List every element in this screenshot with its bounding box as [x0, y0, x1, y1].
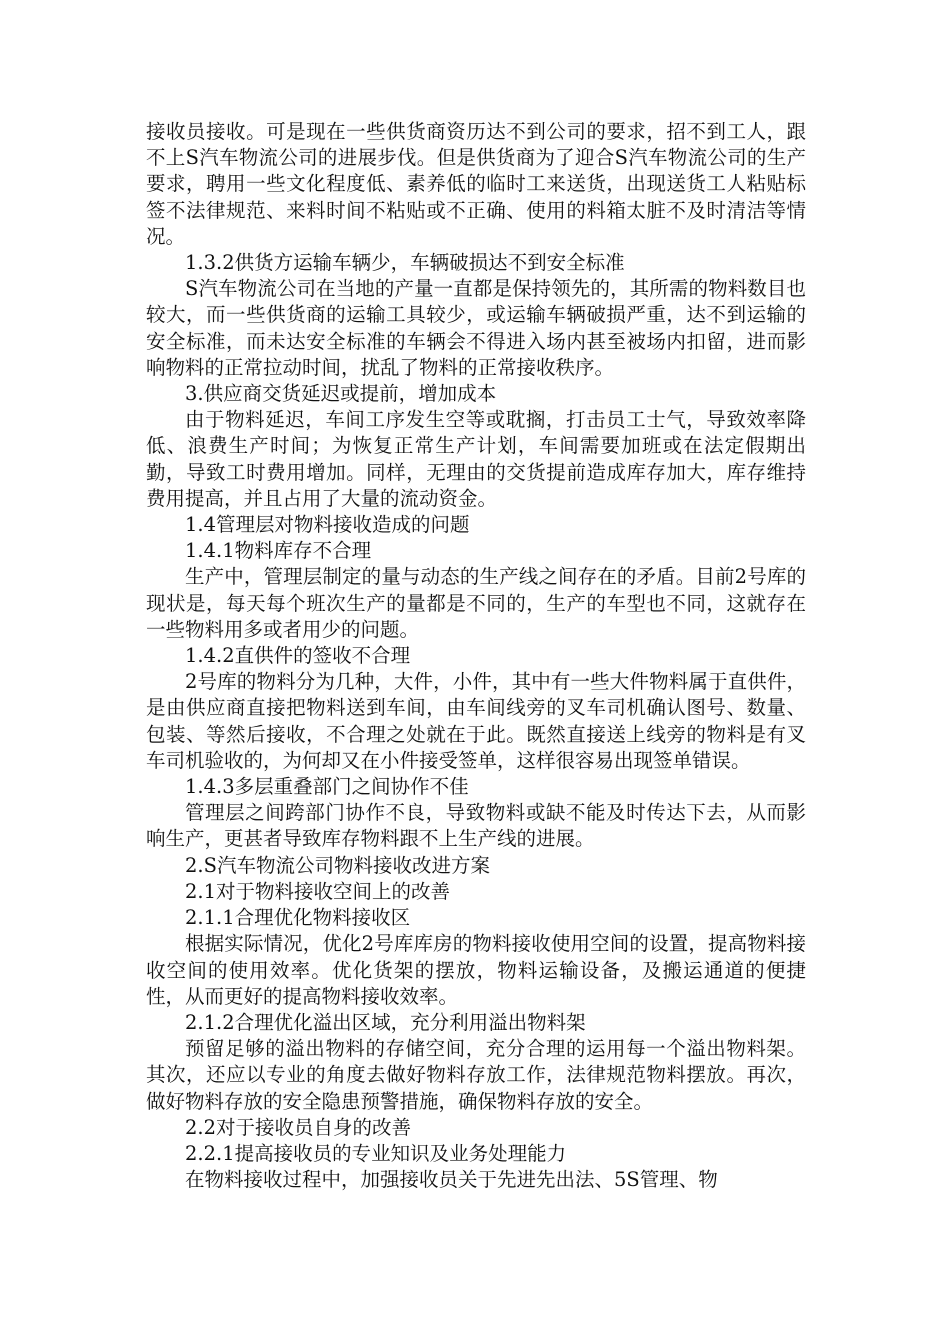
section-heading-2-1: 2.1对于物料接收空间上的改善 [185, 879, 451, 903]
section-heading-1-3-2: 1.3.2供货方运输车辆少，车辆破损达不到安全标准 [185, 251, 625, 275]
section-heading-1-4-3: 1.4.3多层重叠部门之间协作不佳 [185, 775, 469, 799]
section-heading-1-4-1: 1.4.1物料库存不合理 [185, 539, 372, 563]
paragraph-intro: 接收员接收。可是现在一些供货商资历达不到公司的要求，招不到工人，跟不上S汽车物流公司的进展步伐。但是供货商为了迎合S汽车物流公司的生产要求，聘用一些文化程度低、素养低的临时工来送货，出现送货工人粘贴标签不法律规范、来料时间不粘贴或不正确、使用的料箱太脏不及时清洁等情况。 [146, 120, 806, 248]
paragraph: 根据实际情况，优化2号库库房的物料接收使用空间的设置，提高物料接收空间的使用效率。优化货架的摆放，物料运输设备，及搬运通道的便捷性，从而更好的提高物料接收效率。 [146, 932, 806, 1008]
paragraph: S汽车物流公司在当地的产量一直都是保持领先的，其所需的物料数目也较大，而一些供货商的运输工具较少，或运输车辆破损严重，达不到运输的安全标准，而未达安全标准的车辆会不得进入场内甚至被场内扣留，进而影响物料的正常拉动时间，扰乱了物料的正常接收秩序。 [146, 277, 806, 379]
body-text [146, 119, 806, 1193]
section-heading-2-2: 2.2对于接收员自身的改善 [185, 1115, 412, 1139]
paragraph: 预留足够的溢出物料的存储空间，充分合理的运用每一个溢出物料架。其次，还应以专业的角度去做好物料存放工作，法律规范物料摆放。再次，做好物料存放的安全隐患预警措施，确保物料存放的安全。 [146, 1037, 806, 1113]
paragraph: 生产中，管理层制定的量与动态的生产线之间存在的矛盾。目前2号库的现状是，每天每个班次生产的量都是不同的，生产的车型也不同，这就存在一些物料用多或者用少的问题。 [146, 565, 806, 641]
paragraph: 由于物料延迟，车间工序发生空等或耽搁，打击员工士气，导致效率降低、浪费生产时间；为恢复正常生产计划，车间需要加班或在法定假期出勤，导致工时费用增加。同样，无理由的交货提前造成库存加大，库存维持费用提高，并且占用了大量的流动资金。 [146, 408, 806, 510]
section-heading-3: 3.供应商交货延迟或提前，增加成本 [185, 382, 497, 406]
section-heading-2-1-2: 2.1.2合理优化溢出区域，充分利用溢出物料架 [185, 1010, 586, 1034]
section-heading-1-4-2: 1.4.2直供件的签收不合理 [185, 644, 411, 668]
paragraph: 2号库的物料分为几种，大件，小件，其中有一些大件物料属于直供件，是由供应商直接把物料送到车间，由车间线旁的叉车司机确认图号、数量、包装、等然后接收，不合理之处就在于此。既然直接送上线旁的物料是有叉车司机验收的，为何却又在小件接受签单，这样很容易出现签单错误。 [146, 670, 806, 772]
section-heading-2: 2.S汽车物流公司物料接收改进方案 [185, 853, 490, 877]
paragraph: 管理层之间跨部门协作不良，导致物料或缺不能及时传达下去，从而影响生产，更甚者导致库存物料跟不上生产线的进展。 [146, 801, 806, 851]
section-heading-2-2-1: 2.2.1提高接收员的专业知识及业务处理能力 [185, 1141, 567, 1165]
section-heading-1-4: 1.4管理层对物料接收造成的问题 [185, 513, 470, 537]
paragraph: 在物料接收过程中，加强接收员关于先进先出法、5S管理、物 [185, 1168, 718, 1192]
section-heading-2-1-1: 2.1.1合理优化物料接收区 [185, 906, 411, 930]
